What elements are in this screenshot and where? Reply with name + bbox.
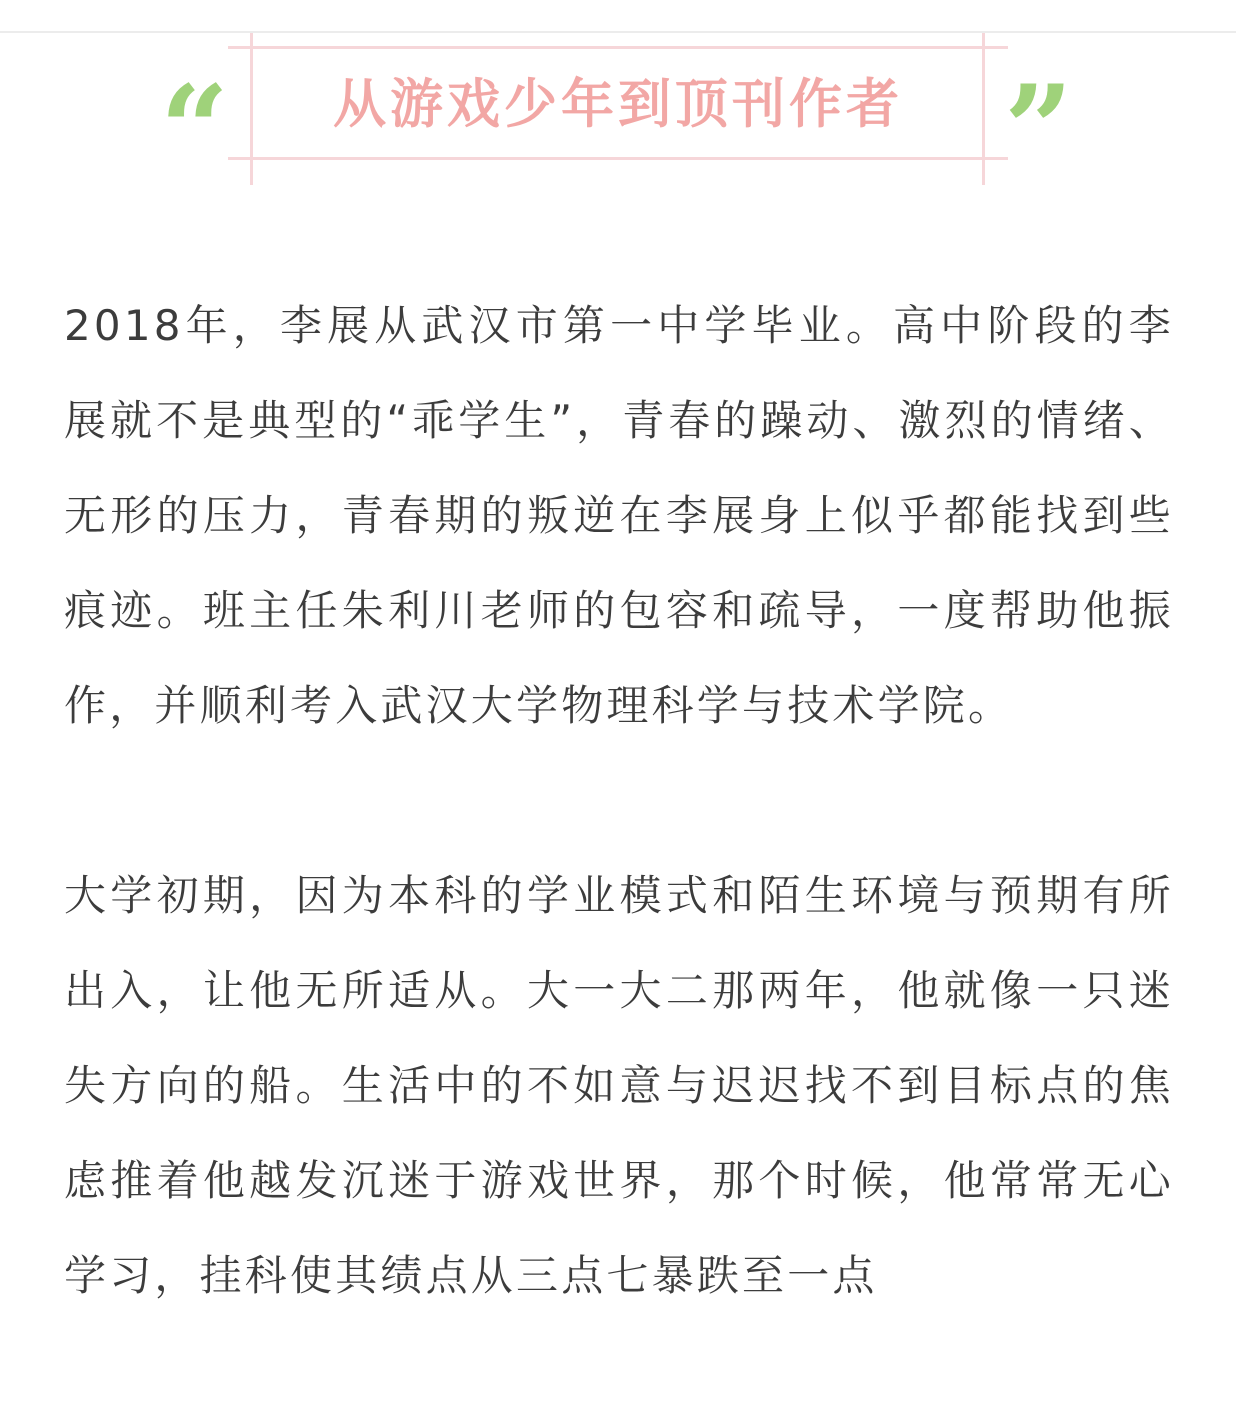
open-quote-icon: “ [160,59,230,200]
close-quote-icon: ” [1004,59,1074,200]
article-paragraph: 大学初期，因为本科的学业模式和陌生环境与预期有所出入，让他无所适从。大一大二那两年，他就像一只迷失方向的船。生活中的不如意与迟迟找不到目标点的焦虑推着他越发沉迷于游戏世界，那个时候，他常常无心学习，挂科使其绩点从三点七暴跌至一点 [64,871,1174,1300]
section-title: 从游戏少年到顶刊作者 [333,74,903,135]
article-paragraph: 2018年，李展从武汉市第一中学毕业。高中阶段的李展就不是典型的“乖学生”，青春的躁动、激烈的情绪、无形的压力，青春期的叛逆在李展身上似乎都能找到些痕迹。班主任朱利川老师的包容和疏导，一度帮助他振作，并顺利考入武汉大学物理科学与技术学院。 [64,301,1174,730]
frame-left-line [250,33,253,185]
frame-bottom-line [228,157,1008,160]
article-body [64,278,1174,1323]
frame-right-line [982,33,985,185]
section-title-banner [0,0,1236,200]
frame-top-line [228,46,1008,49]
